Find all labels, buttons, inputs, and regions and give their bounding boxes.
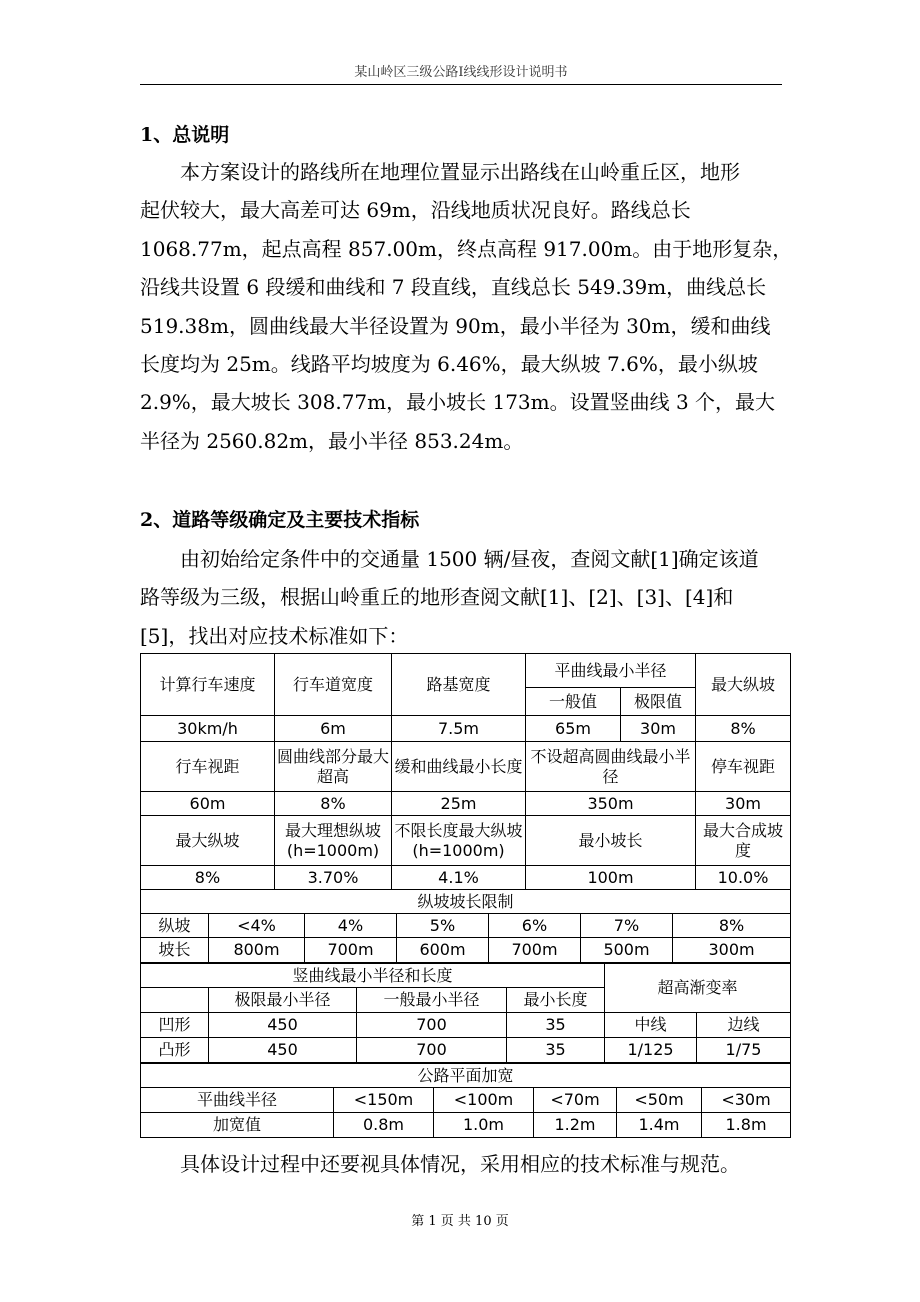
header-cell: 极限最小半径 bbox=[209, 988, 357, 1013]
value-cell: <100m bbox=[434, 1088, 534, 1113]
value-cell: 800m bbox=[209, 938, 305, 963]
header-cell: 最大理想纵坡(h=1000m) bbox=[275, 816, 392, 866]
value-cell: 450 bbox=[209, 1013, 357, 1038]
value-cell: 4.1% bbox=[392, 866, 526, 890]
value-cell: 700m bbox=[305, 938, 397, 963]
value-cell: <50m bbox=[617, 1088, 702, 1113]
empty-cell bbox=[141, 988, 209, 1013]
header-cell: 凹形 bbox=[141, 1013, 209, 1038]
value-cell: 6% bbox=[489, 914, 581, 938]
header-cell: 一般最小半径 bbox=[357, 988, 507, 1013]
value-cell: 25m bbox=[392, 792, 526, 816]
header-cell: 超高渐变率 bbox=[605, 964, 791, 1013]
value-cell: 30m bbox=[696, 792, 791, 816]
paragraph-line: [5]，找出对应技术标准如下： bbox=[140, 623, 409, 648]
header-cell: 圆曲线部分最大超高 bbox=[275, 742, 392, 792]
header-cell: 坡长 bbox=[141, 938, 209, 963]
value-cell: 450 bbox=[209, 1038, 357, 1063]
header-cell: 平曲线半径 bbox=[141, 1088, 334, 1113]
value-cell: <150m bbox=[334, 1088, 434, 1113]
paragraph-line: 2.9%，最大坡长 308.77m，最小坡长 173m。设置竖曲线 3 个，最大 bbox=[140, 390, 776, 415]
paragraph-line: 路等级为三级，根据山岭重丘的地形查阅文献[1]、[2]、[3]、[4]和 bbox=[140, 585, 734, 610]
value-cell: 35 bbox=[507, 1013, 605, 1038]
header-cell: 路基宽度 bbox=[392, 654, 526, 716]
paragraph-line: 起伏较大，最大高差可达 69m，沿线地质状况良好。路线总长 bbox=[140, 198, 691, 223]
widening-title: 公路平面加宽 bbox=[141, 1064, 791, 1088]
value-cell: 1.2m bbox=[534, 1113, 617, 1138]
paragraph-line: 519.38m，圆曲线最大半径设置为 90m，最小半径为 30m，缓和曲线 bbox=[140, 313, 771, 338]
value-cell: 8% bbox=[673, 914, 791, 938]
value-cell: 1.8m bbox=[702, 1113, 791, 1138]
value-cell: 0.8m bbox=[334, 1113, 434, 1138]
value-cell: 600m bbox=[397, 938, 489, 963]
header-cell: 纵坡 bbox=[141, 914, 209, 938]
header-cell: 行车视距 bbox=[141, 742, 275, 792]
page-footer: 第 1 页 共 10 页 bbox=[411, 1214, 509, 1229]
paragraph-line: 本方案设计的路线所在地理位置显示出路线在山岭重丘区，地形 bbox=[180, 160, 740, 184]
value-cell: 1/125 bbox=[605, 1038, 697, 1063]
value-cell: 3.70% bbox=[275, 866, 392, 890]
value-cell: 350m bbox=[526, 792, 696, 816]
header-cell: 最大纵坡 bbox=[141, 816, 275, 866]
paragraph-line: 由初始给定条件中的交通量 1500 辆/昼夜，查阅文献[1]确定该道 bbox=[180, 547, 759, 571]
section-1-title: 1、总说明 bbox=[140, 124, 230, 146]
value-cell: 4% bbox=[305, 914, 397, 938]
paragraph-line: 长度均为 25m。线路平均坡度为 6.46%，最大纵坡 7.6%，最小纵坡 bbox=[140, 351, 758, 376]
header-cell: 缓和曲线最小长度 bbox=[392, 742, 526, 792]
header-cell: 计算行车速度 bbox=[141, 654, 275, 716]
header-cell: 极限值 bbox=[621, 688, 696, 716]
closing-paragraph bbox=[140, 1145, 788, 1183]
widening-table bbox=[140, 1063, 791, 1138]
value-cell: <4% bbox=[209, 914, 305, 938]
paragraph-line: 1068.77m，起点高程 857.00m，终点高程 917.00m。由于地形复杂， bbox=[140, 236, 793, 261]
value-cell: 1.4m bbox=[617, 1113, 702, 1138]
paragraph-line: 半径为 2560.82m，最小半径 853.24m。 bbox=[140, 428, 524, 453]
header-cell: 中线 bbox=[605, 1013, 697, 1038]
value-cell: 65m bbox=[526, 716, 621, 742]
value-cell: 60m bbox=[141, 792, 275, 816]
value-cell: 700 bbox=[357, 1013, 507, 1038]
value-cell: 7% bbox=[581, 914, 673, 938]
vertical-curve-title: 竖曲线最小半径和长度 bbox=[141, 964, 605, 988]
section-2-title: 2、道路等级确定及主要技术指标 bbox=[140, 509, 420, 531]
value-cell: 8% bbox=[696, 716, 791, 742]
header-rule bbox=[140, 84, 782, 85]
value-cell: 700 bbox=[357, 1038, 507, 1063]
value-cell: 700m bbox=[489, 938, 581, 963]
section-2-body bbox=[140, 540, 788, 655]
value-cell: 6m bbox=[275, 716, 392, 742]
value-cell: 8% bbox=[141, 866, 275, 890]
header-cell: 平曲线最小半径 bbox=[526, 654, 696, 688]
value-cell: 30m bbox=[621, 716, 696, 742]
value-cell: 1/75 bbox=[697, 1038, 791, 1063]
header-cell: 不限长度最大纵坡(h=1000m) bbox=[392, 816, 526, 866]
value-cell: 8% bbox=[275, 792, 392, 816]
value-cell: <30m bbox=[702, 1088, 791, 1113]
value-cell: <70m bbox=[534, 1088, 617, 1113]
paragraph-line: 具体设计过程中还要视具体情况，采用相应的技术标准与规范。 bbox=[180, 1152, 740, 1176]
header-cell: 边线 bbox=[697, 1013, 791, 1038]
header-cell: 最小坡长 bbox=[526, 816, 696, 866]
value-cell: 5% bbox=[397, 914, 489, 938]
header-cell: 不设超高圆曲线最小半径 bbox=[526, 742, 696, 792]
value-cell: 300m bbox=[673, 938, 791, 963]
slope-length-table bbox=[140, 889, 791, 963]
paragraph-line: 沿线共设置 6 段缓和曲线和 7 段直线，直线总长 549.39m，曲线总长 bbox=[140, 275, 767, 300]
header-cell: 加宽值 bbox=[141, 1113, 334, 1138]
header-cell: 一般值 bbox=[526, 688, 621, 716]
vertical-curve-table bbox=[140, 963, 791, 1063]
header-cell: 最大合成坡度 bbox=[696, 816, 791, 866]
value-cell: 500m bbox=[581, 938, 673, 963]
section-1-body bbox=[140, 153, 793, 460]
header-cell: 凸形 bbox=[141, 1038, 209, 1063]
header-cell: 行车道宽度 bbox=[275, 654, 392, 716]
slope-limit-title: 纵坡坡长限制 bbox=[141, 890, 791, 914]
value-cell: 100m bbox=[526, 866, 696, 890]
value-cell: 35 bbox=[507, 1038, 605, 1063]
value-cell: 7.5m bbox=[392, 716, 526, 742]
value-cell: 10.0% bbox=[696, 866, 791, 890]
header-cell: 最小长度 bbox=[507, 988, 605, 1013]
header-cell: 最大纵坡 bbox=[696, 654, 791, 716]
header-cell: 停车视距 bbox=[696, 742, 791, 792]
tech-standards-table bbox=[140, 653, 791, 890]
page-header: 某山岭区三级公路Ⅰ线线形设计说明书 bbox=[354, 65, 568, 80]
value-cell: 30km/h bbox=[141, 716, 275, 742]
value-cell: 1.0m bbox=[434, 1113, 534, 1138]
